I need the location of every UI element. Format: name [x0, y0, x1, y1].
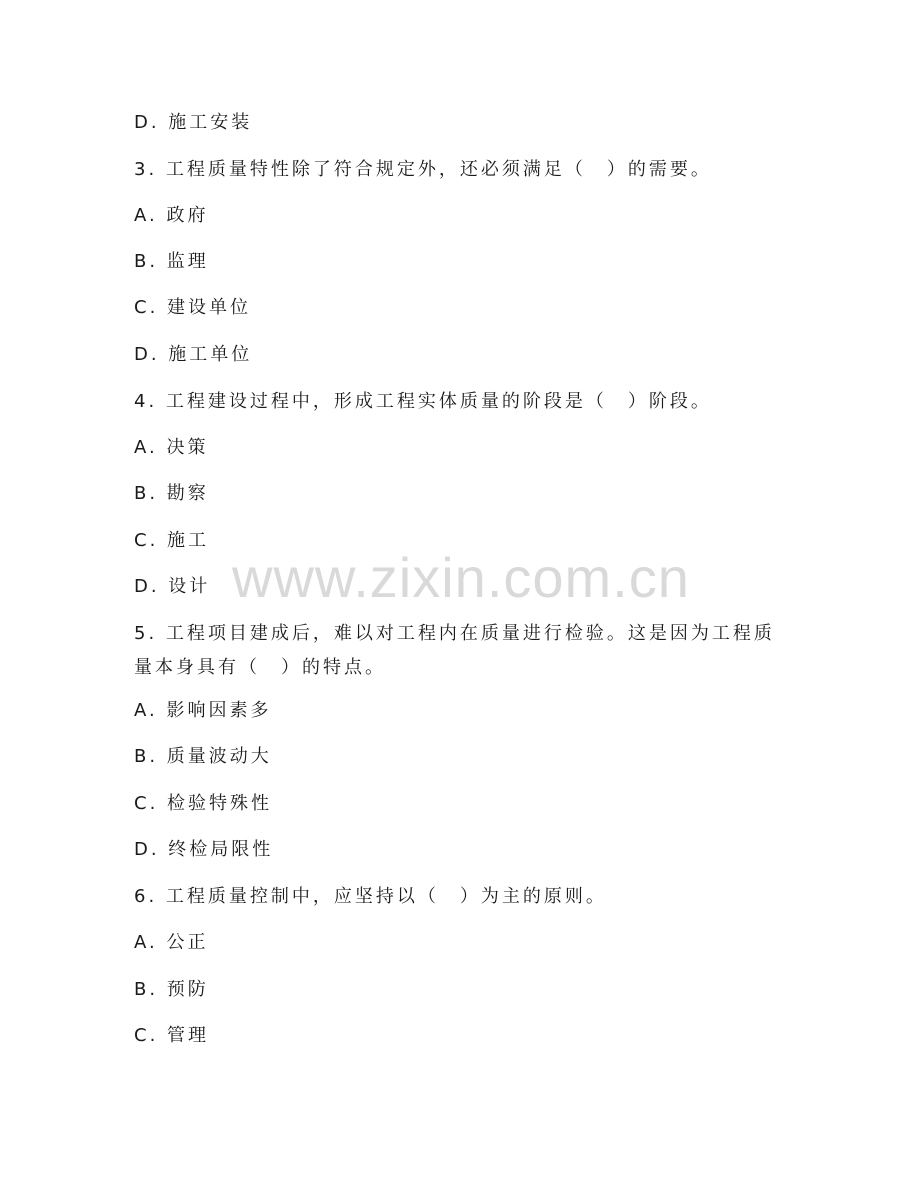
watermark: www.zixin.com.cn — [232, 546, 690, 609]
option-b-q5: B. 质量波动大 — [134, 746, 272, 767]
option-c-q3: C. 建设单位 — [134, 297, 252, 318]
option-d-q3: D. 施工单位 — [134, 344, 253, 365]
option-b-q6: B. 预防 — [134, 979, 209, 1000]
option-b-q3: B. 监理 — [134, 251, 209, 272]
option-d-q4: D. 设计 — [134, 576, 211, 597]
question-6: 6. 工程质量控制中，应坚持以（ ）为主的原则。 — [134, 886, 607, 907]
option-a-q3: A. 政府 — [134, 205, 209, 226]
option-b-q4: B. 勘察 — [134, 483, 209, 504]
option-a-q6: A. 公正 — [134, 932, 209, 953]
option-a-q5: A. 影响因素多 — [134, 700, 272, 721]
option-c-q6: C. 管理 — [134, 1025, 210, 1046]
option-d-q2: D. 施工安装 — [134, 112, 253, 133]
option-d-q5: D. 终检局限性 — [134, 839, 274, 860]
option-c-q4: C. 施工 — [134, 530, 210, 551]
question-5: 5. 工程项目建成后，难以对工程内在质量进行检验。这是因为工程质量本身具有（ ）的特点。 — [134, 623, 775, 678]
option-a-q4: A. 决策 — [134, 437, 209, 458]
option-c-q5: C. 检验特殊性 — [134, 793, 273, 814]
question-3: 3. 工程质量特性除了符合规定外，还必须满足（ ）的需要。 — [134, 159, 712, 180]
question-4: 4. 工程建设过程中，形成工程实体质量的阶段是（ ）阶段。 — [134, 391, 712, 412]
